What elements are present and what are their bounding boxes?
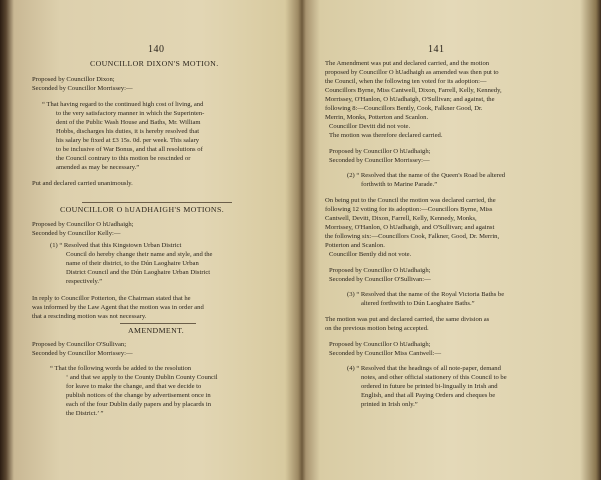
text-line: altered forthwith to Dún Laoghaire Baths.” [361, 300, 475, 307]
text-line: publish notices of the change by advertisement once in [66, 392, 211, 399]
text-line: ‘ and that we apply to the County Dublin County Council [66, 374, 218, 381]
text-line: The motion was put and declared carried, the same division as [325, 316, 490, 323]
heading-rule [120, 323, 196, 324]
text-line: Councillor Devitt did not vote. [329, 123, 411, 130]
section-heading: AMENDMENT. [128, 326, 185, 335]
text-line: to the very satisfactory manner in which the Superinten- [56, 110, 205, 117]
text-line: “ That having regard to the continued high cost of living, and [42, 101, 204, 108]
text-line: Seconded by Councillor Kelly:— [32, 230, 121, 237]
text-line: the Council contrary to this motion be rescinded or [56, 155, 191, 162]
text-line: On being put to the Council the motion was declared carried, the [325, 197, 496, 204]
text-line: following 8:—Councillors Bently, Cook, Falkner Good, Dr. [325, 105, 483, 112]
page-number: 140 [148, 44, 165, 55]
text-line: (1) “ Resolved that this Kingstown Urban District [50, 242, 182, 249]
text-line: Morrissey, O'Hanlon, O hUadhaigh, O'Sullivan; and against, the [325, 96, 495, 103]
text-line: the following six:—Councillors Cook, Falkner, Good, Dr. Merrin, [325, 233, 500, 240]
text-line: each of the four Dublin daily papers and by placards in [66, 401, 212, 408]
text-line: on the previous motion being accepted. [325, 325, 429, 332]
text-line: English, and that all Paying Orders and cheques be [361, 392, 496, 399]
text-line: name of their district, to the Dún Laoghaire Urban [66, 260, 199, 267]
text-line: dent of the Public Wash House and Baths, Mr. William [56, 119, 201, 126]
text-line: amended as may be necessary.” [56, 164, 140, 171]
text-line: Seconded by Councillor O'Sullivan:— [329, 276, 431, 283]
text-line: Proposed by Councillor Dixon; [32, 76, 115, 83]
text-line: The Amendment was put and declared carried, and the motion [325, 60, 490, 67]
text-line: Merrin, Monks, Potterton and Scanlon. [325, 114, 429, 121]
section-heading: COUNCILLOR O hUADHAIGH'S MOTIONS. [60, 205, 225, 214]
text-line: Potterton and Scanlon. [325, 242, 385, 249]
text-line: (3) “ Resolved that the name of the Royal Victoria Baths be [347, 291, 505, 298]
text-line: ordered in future be printed bi-lingually in Irish and [361, 383, 498, 390]
text-line: Proposed by Councillor O'Sullivan; [32, 341, 127, 348]
text-line: his salary be fixed at £3 15s. 0d. per week. This salary [56, 137, 200, 144]
text-line: respectively.” [66, 278, 103, 285]
text-line: for leave to make the change, and that we decide to [66, 383, 202, 390]
text-line: following 12 voting for its adoption:—Councillors Byrne, Miss [325, 206, 493, 213]
heading-rule [82, 202, 232, 203]
text-line: Proposed by Councillor O hUadhaigh; [329, 341, 431, 348]
page-number: 141 [428, 44, 445, 55]
text-line: Seconded by Councillor Morrissey:— [32, 350, 133, 357]
text-line: proposed by Councillor O hUadhaigh as amended was then put to [325, 69, 499, 76]
text-line: to be inclusive of War Bonus, and that all resolutions of [56, 146, 203, 153]
text-line: the District.’ ” [66, 410, 104, 417]
text-line: Seconded by Councillor Morrissey:— [32, 85, 133, 92]
text-line: Put and declared carried unanimously. [32, 180, 133, 187]
text-line: Hobbs, discharges his duties, it is hereby resolved that [56, 128, 200, 135]
text-line: the Council, when the following ten voted for its adoption:— [325, 78, 487, 85]
text-line: Seconded by Councillor Morrissey:— [329, 157, 430, 164]
text-line: was informed by the Law Agent that the motion was in order and [32, 304, 204, 311]
text-line: Council do hereby change their name and style, and the [66, 251, 213, 258]
text-line: Proposed by Councillor O hUadhaigh; [32, 221, 134, 228]
text-line: (2) “ Resolved that the name of the Queen's Road be altered [347, 172, 506, 179]
text-line: that a rescinding motion was not necessary. [32, 313, 147, 320]
text-line: forthwith to Marine Parade.” [361, 181, 438, 188]
left-page [20, 0, 295, 480]
text-line: Seconded by Councillor Miss Cantwell:— [329, 350, 442, 357]
text-line: Morrissey, O'Hanlon, O hUadhaigh, and O'Sullivan; and against [325, 224, 495, 231]
text-line: notes, and other official stationery of this Council to be [361, 374, 507, 381]
text-line: Cantwell, Devitt, Dixon, Farrell, Kelly, Kennedy, Monks, [325, 215, 477, 222]
right-page [315, 0, 590, 480]
text-line: In reply to Councillor Potterton, the Chairman stated that he [32, 295, 191, 302]
text-line: Proposed by Councillor O hUadhaigh; [329, 267, 431, 274]
text-line: The motion was therefore declared carried. [329, 132, 443, 139]
section-heading: COUNCILLOR DIXON'S MOTION. [90, 59, 219, 68]
text-line: printed in Irish only.” [361, 401, 418, 408]
text-line: Proposed by Councillor O hUadhaigh; [329, 148, 431, 155]
text-line: Councillor Bently did not vote. [329, 251, 412, 258]
text-line: District Council and the Dún Laoghaire Urban District [66, 269, 211, 276]
text-line: (4) “ Resolved that the headings of all note-paper, demand [347, 365, 501, 372]
text-line: “ That the following words be added to the resolution [50, 365, 192, 372]
text-line: Councillors Byrne, Miss Cantwell, Dixon, Farrell, Kelly, Kennedy, [325, 87, 502, 94]
